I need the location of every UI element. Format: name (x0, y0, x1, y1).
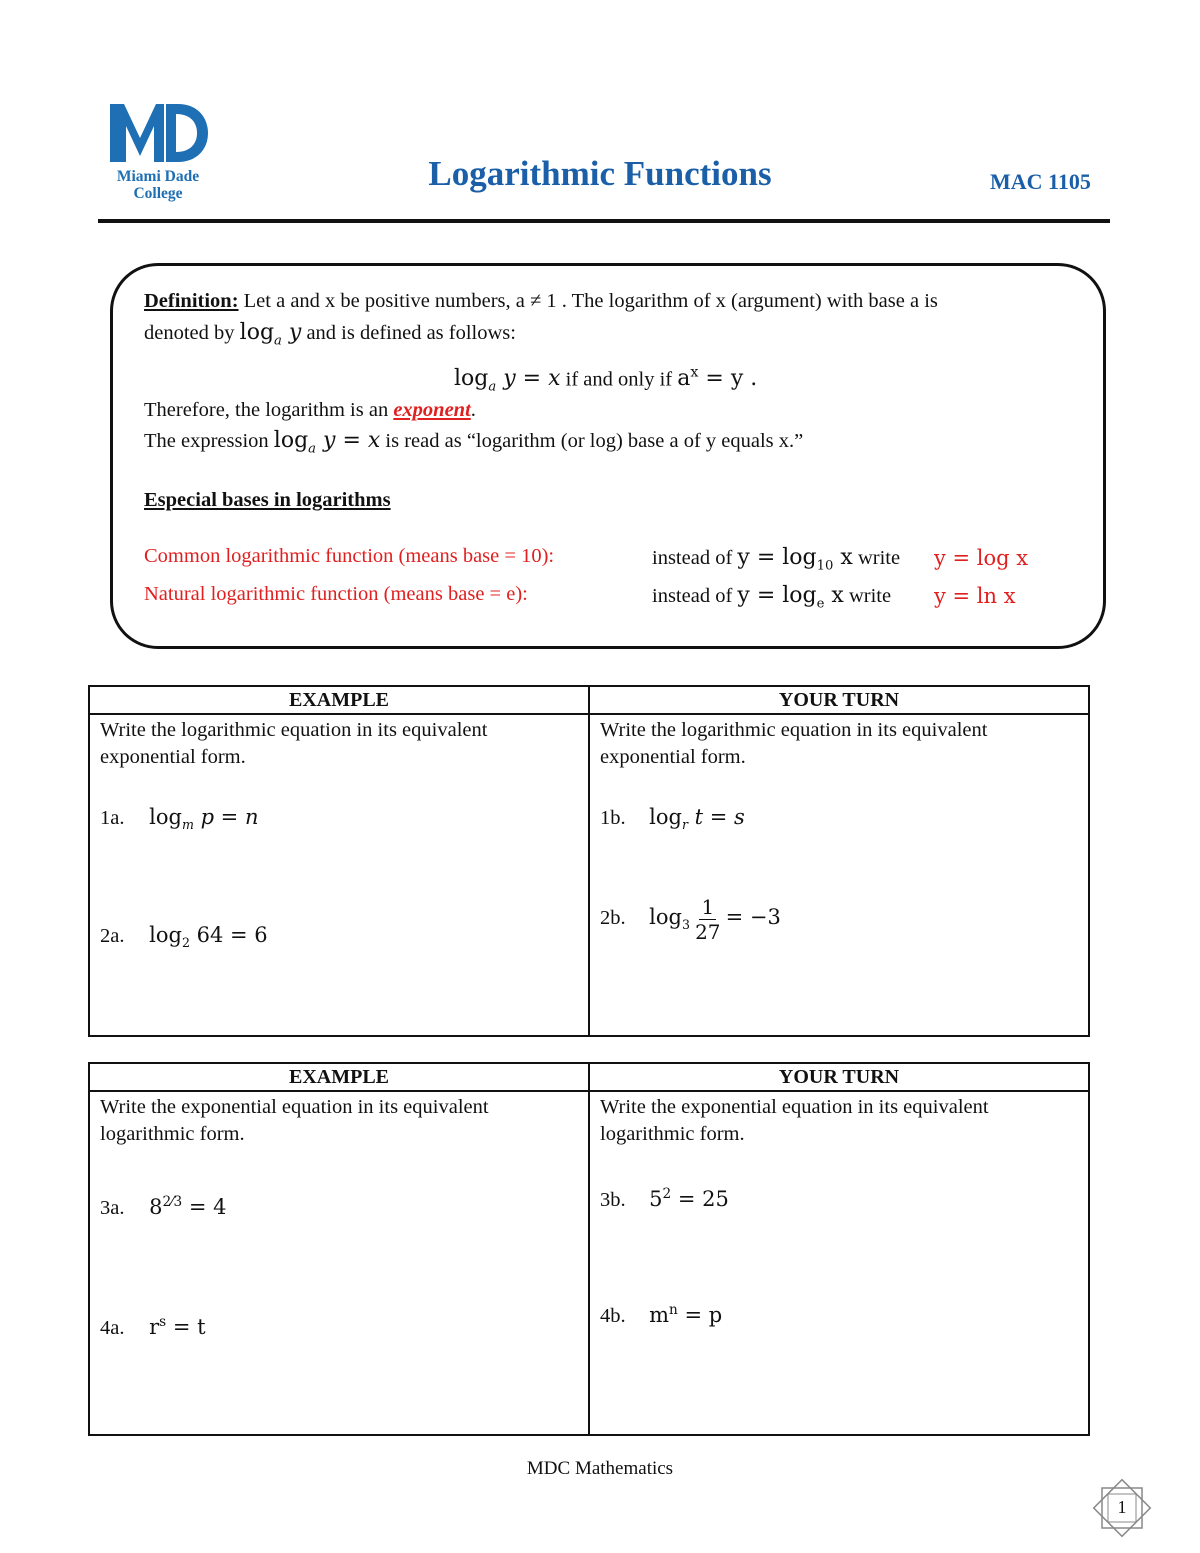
therefore-line (144, 399, 476, 422)
table2-instructions-left: Write the exponential equation in its equivalent logarithmic form. (100, 1096, 489, 1145)
table1-header-example: EXAMPLE (89, 686, 589, 714)
table2-instructions-right: Write the exponential equation in its equivalent logarithmic form. (600, 1096, 989, 1145)
read-suffix: is read as “logarithm (or log) base a of y equals x.” (380, 430, 804, 452)
log-word: log (649, 805, 682, 829)
center-a: a (677, 366, 691, 392)
table2-header-example: EXAMPLE (89, 1063, 589, 1091)
natural-log-result: y = ln x (934, 584, 1016, 608)
common-log-label: Common logarithmic function (means base = 10): (144, 545, 555, 567)
problem-4b-rest: = p (677, 1303, 723, 1327)
table2-your-turn-cell (589, 1091, 1089, 1435)
log-word: log (454, 366, 489, 392)
logo-line-2: College (133, 185, 183, 202)
natural-expr-y: y = log (737, 583, 817, 608)
common-expr-y: y = log (737, 545, 817, 570)
problem-4a-base: r (149, 1315, 160, 1339)
center-rhs: = y . (698, 366, 758, 392)
problem-3a-exponent: 2⁄3 (162, 1194, 183, 1210)
problem-1a-base: m (181, 817, 194, 833)
problem-1a-number: 1a. (100, 807, 125, 829)
course-code: MAC 1105 (990, 169, 1091, 194)
common-write: write (852, 547, 901, 569)
logo-line-1: Miami Dade (116, 168, 200, 185)
log-word: log (649, 905, 682, 930)
problem-3b-base: 5 (649, 1187, 663, 1211)
natural-expr-base: e (816, 596, 825, 612)
problem-4a-rest: = t (166, 1315, 206, 1339)
problem-2b (600, 895, 781, 944)
problem-3b-rest: = 25 (671, 1187, 729, 1211)
mdc-logo-icon (106, 104, 210, 166)
common-expr-base: 10 (816, 558, 834, 574)
problem-2b-base: 3 (681, 917, 690, 933)
problem-3b-exponent: 2 (662, 1186, 672, 1202)
example-table-1 (88, 685, 1090, 1037)
log-word: log (273, 428, 309, 453)
problem-3b-number: 3b. (600, 1189, 626, 1211)
example-table-2 (88, 1062, 1090, 1436)
problem-1b-number: 1b. (600, 807, 626, 829)
read-expr: y = x (316, 428, 381, 453)
definition-centered-equation (454, 365, 757, 395)
table2-header-your-turn: YOUR TURN (589, 1063, 1089, 1091)
page-number-badge (1092, 1478, 1152, 1538)
problem-3a-rest: = 4 (182, 1195, 227, 1219)
header-rule (98, 219, 1110, 223)
page-number: 1 (1117, 1497, 1127, 1517)
problem-1b-base: r (681, 817, 688, 833)
natural-log-label: Natural logarithmic function (means base = e): (144, 583, 528, 605)
natural-write: write (843, 585, 892, 607)
problem-2a (100, 923, 268, 950)
problem-2b-rest: = −3 (725, 905, 781, 930)
definition-text-2b: and is defined as follows: (301, 322, 516, 344)
problem-2b-fraction (695, 895, 720, 944)
problem-2a-rest: 64 = 6 (189, 923, 268, 947)
definition-label: Definition: (144, 290, 239, 312)
problem-2a-base: 2 (181, 935, 190, 951)
log-word: log (149, 923, 182, 947)
therefore-suffix: . (470, 399, 476, 421)
definition-line-1 (144, 290, 938, 313)
problem-2b-number: 2b. (600, 907, 626, 930)
common-log-result: y = log x (934, 546, 1029, 570)
center-exp: x (690, 365, 699, 381)
footer-text: MDC Mathematics (526, 1458, 674, 1479)
table1-header-your-turn: YOUR TURN (589, 686, 1089, 714)
therefore-prefix: Therefore, the logarithm is an (144, 399, 394, 421)
common-log-expression (652, 545, 900, 573)
problem-4a (100, 1314, 206, 1340)
problem-1a-rest: p = n (193, 805, 259, 829)
natural-expr-x: x (824, 583, 844, 608)
problem-4b-exponent: n (669, 1302, 678, 1318)
problem-1b-rest: t = s (687, 805, 745, 829)
problem-1b (600, 805, 745, 832)
definition-text-1: Let a and x be positive numbers, a ≠ 1 . The logarithm of x (argument) with base a is (238, 290, 938, 312)
table1-instructions-right: Write the logarithmic equation in its equivalent exponential form. (600, 719, 988, 768)
special-bases-heading: Especial bases in logarithms (144, 489, 391, 511)
log-word: log (149, 805, 182, 829)
problem-4a-number: 4a. (100, 1317, 125, 1339)
problem-1a (100, 805, 258, 832)
table1-instructions-left: Write the logarithmic equation in its equivalent exponential form. (100, 719, 488, 768)
read-prefix: The expression (144, 430, 274, 452)
center-mid: if and only if (560, 368, 678, 391)
problem-2a-number: 2a. (100, 925, 125, 947)
natural-instead: instead of (652, 585, 738, 607)
problem-4b-number: 4b. (600, 1305, 626, 1327)
center-lhs: y = x (496, 366, 561, 392)
problem-4b-base: m (649, 1303, 670, 1327)
table2-example-cell (89, 1091, 589, 1435)
table1-example-cell (89, 714, 589, 1036)
problem-4b (600, 1302, 722, 1328)
exponent-word: exponent (393, 399, 471, 421)
problem-3a-base: 8 (149, 1195, 163, 1219)
problem-4a-exponent: s (159, 1314, 167, 1330)
log-base: a (308, 441, 317, 457)
log-base: a (488, 379, 497, 395)
log-word: log (239, 320, 275, 345)
fraction-numerator: 1 (701, 895, 715, 919)
natural-log-expression (652, 583, 891, 611)
common-instead: instead of (652, 547, 738, 569)
problem-3a-number: 3a. (100, 1197, 125, 1219)
log-arg: y (281, 320, 302, 345)
college-logo (106, 104, 216, 204)
problem-3a (100, 1194, 226, 1220)
fraction-denominator: 27 (695, 920, 721, 944)
definition-text-2a: denoted by (144, 322, 240, 344)
definition-line-2 (144, 320, 516, 348)
common-expr-x: x (833, 545, 853, 570)
problem-3b (600, 1186, 729, 1212)
page-title: Logarithmic Functions (428, 154, 772, 193)
table1-your-turn-cell (589, 714, 1089, 1036)
log-base: a (274, 333, 282, 349)
read-as-line (144, 428, 803, 456)
